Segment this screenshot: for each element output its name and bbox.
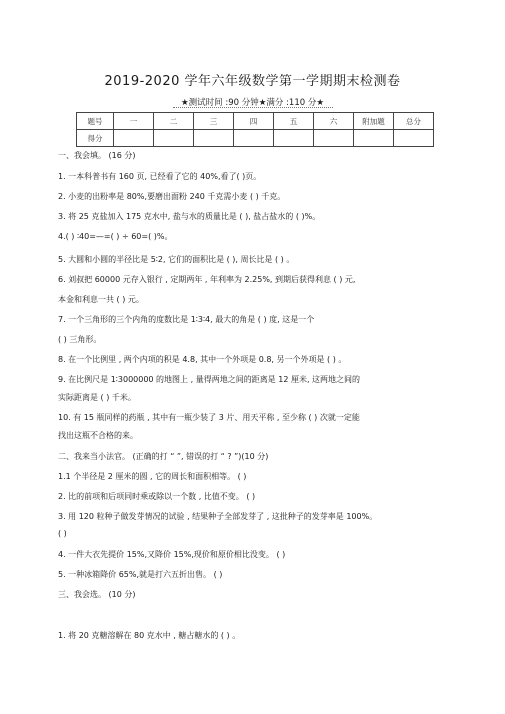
score-cell bbox=[274, 130, 314, 147]
score-header-cell: 六 bbox=[314, 113, 354, 130]
score-cell bbox=[154, 130, 194, 147]
question-line: 1. 一本科普书有 160 页, 已经看了它的 40%,看了( )页。 bbox=[58, 172, 262, 181]
score-cell bbox=[354, 130, 394, 147]
question-line: 8. 在一个比例里 , 两个内项的积是 4.8, 其中一个外项是 0.8, 另一个外项是 ( ) 。 bbox=[58, 355, 347, 364]
score-table bbox=[76, 112, 434, 147]
score-row-label: 得分 bbox=[77, 130, 114, 147]
question-line: 4. 一件大衣先提价 15%,又降价 15%,现价和原价相比没变。 ( ) bbox=[58, 550, 286, 559]
question-line: 2. 比的前项和后项同时乘或除以一个数 , 比值不变。 ( ) bbox=[58, 492, 256, 501]
question-line: 1.1 个半径是 2 厘米的圆 , 它的周长和面积相等。 ( ) bbox=[58, 472, 247, 481]
dotted-divider bbox=[173, 107, 333, 108]
question-line: 3. 将 25 克盐加入 175 克水中, 盐与水的质量比是 ( ), 盐占盐水的 ( )%。 bbox=[58, 212, 321, 221]
score-header-cell: 四 bbox=[234, 113, 274, 130]
score-header-cell: 二 bbox=[154, 113, 194, 130]
exam-subtitle: ★测试时间 :90 分钟★满分 :110 分★ bbox=[181, 98, 324, 108]
score-cell bbox=[394, 130, 434, 147]
score-header-cell: 总分 bbox=[394, 113, 434, 130]
score-header-cell: 三 bbox=[194, 113, 234, 130]
section-heading: 三、我会选。 (10 分) bbox=[58, 590, 136, 599]
exam-title: 2019-2020 学年六年级数学第一学期期末检测卷 bbox=[104, 74, 401, 89]
question-line: 7. 一个三角形的三个内角的度数比是 1∶3∶4, 最大的角是 ( ) 度, 这是一个 bbox=[58, 315, 315, 324]
question-line: 本金和利息一共 ( ) 元。 bbox=[58, 295, 144, 304]
score-cell bbox=[114, 130, 154, 147]
question-line: 2. 小麦的出粉率是 80%,要磨出面粉 240 千克需小麦 ( ) 千克。 bbox=[58, 192, 286, 201]
score-header-cell: 一 bbox=[114, 113, 154, 130]
question-line: 5. 大圆和小圆的半径比是 5∶2, 它们的面积比是 ( ), 周长比是 ( ) 。 bbox=[58, 255, 295, 264]
question-line: 5. 一种冰箱降价 65%,就是打六五折出售。 ( ) bbox=[58, 570, 223, 579]
score-header-cell: 附加题 bbox=[354, 113, 394, 130]
score-header-cell: 五 bbox=[274, 113, 314, 130]
question-line: 3. 用 120 粒种子做发芽情况的试验 , 结果种子全部发芽了 , 这批种子的发芽率是 100%。 bbox=[58, 512, 378, 521]
score-cell bbox=[194, 130, 234, 147]
section-heading: 二、我来当小法官。 (正确的打 “ ”, 错误的打 “ ? ”)(10 分) bbox=[58, 452, 269, 461]
question-line: 4.( ) ∶40=—=( ) ÷ 60=( )%。 bbox=[58, 232, 173, 241]
score-cell bbox=[314, 130, 354, 147]
section-heading: 一、我会填。 (16 分) bbox=[58, 151, 136, 160]
score-cell bbox=[234, 130, 274, 147]
question-line: 10. 有 15 瓶同样的药瓶 , 其中有一瓶少装了 3 片、用天平称 , 至少称 ( ) 次就一定能 bbox=[58, 413, 360, 422]
score-table-header-row bbox=[77, 113, 434, 130]
score-table-score-row bbox=[77, 130, 434, 147]
question-line: 6. 刘叔把 60000 元存入银行 , 定期两年 , 年利率为 2.25%, 到期后获得利息 ( ) 元, bbox=[58, 275, 356, 284]
question-line: 实际距离是 ( ) 千米。 bbox=[58, 393, 136, 402]
question-line: 1. 将 20 克糖溶解在 80 克水中 , 糖占糖水的 ( ) 。 bbox=[58, 631, 241, 640]
question-line: 9. 在比例尺是 1∶3000000 的地图上 , 量得两地之间的距离是 12 厘米, 这两地之间的 bbox=[58, 375, 361, 384]
question-line: ( ) 三角形。 bbox=[58, 335, 102, 344]
question-line: ( ) bbox=[58, 529, 67, 538]
score-header-cell: 题号 bbox=[77, 113, 114, 130]
question-line: 找出这瓶不合格的来。 bbox=[58, 431, 138, 440]
